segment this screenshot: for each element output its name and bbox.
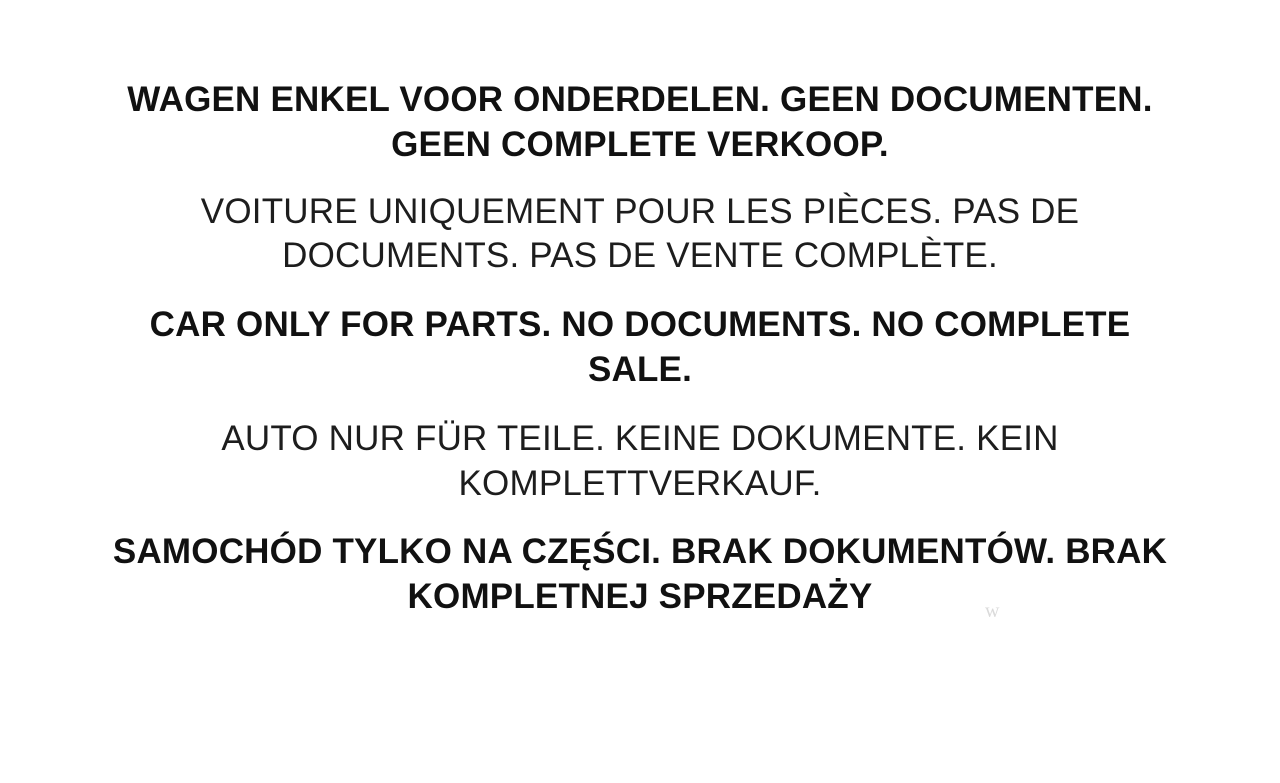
notice-line-french: VOITURE UNIQUEMENT POUR LES PIÈCES. PAS DE DOCUMENTS. PAS DE VENTE COMPLÈTE. bbox=[200, 191, 1080, 276]
notice-line-german: AUTO NUR FÜR TEILE. KEINE DOKUMENTE. KEIN KOMPLETTVERKAUF. bbox=[221, 418, 1059, 503]
notice-line-polish: SAMOCHÓD TYLKO NA CZĘŚCI. BRAK DOKUMENTÓW. BRAK KOMPLETNEJ SPRZEDAŻY bbox=[112, 532, 1168, 617]
watermark-text: w bbox=[985, 600, 1001, 622]
notice-line-dutch: WAGEN ENKEL VOOR ONDERDELEN. GEEN DOCUMENTEN. GEEN COMPLETE VERKOOP. bbox=[127, 80, 1153, 164]
notice-line-english: CAR ONLY FOR PARTS. NO DOCUMENTS. NO COMPLETE SALE. bbox=[149, 305, 1131, 389]
